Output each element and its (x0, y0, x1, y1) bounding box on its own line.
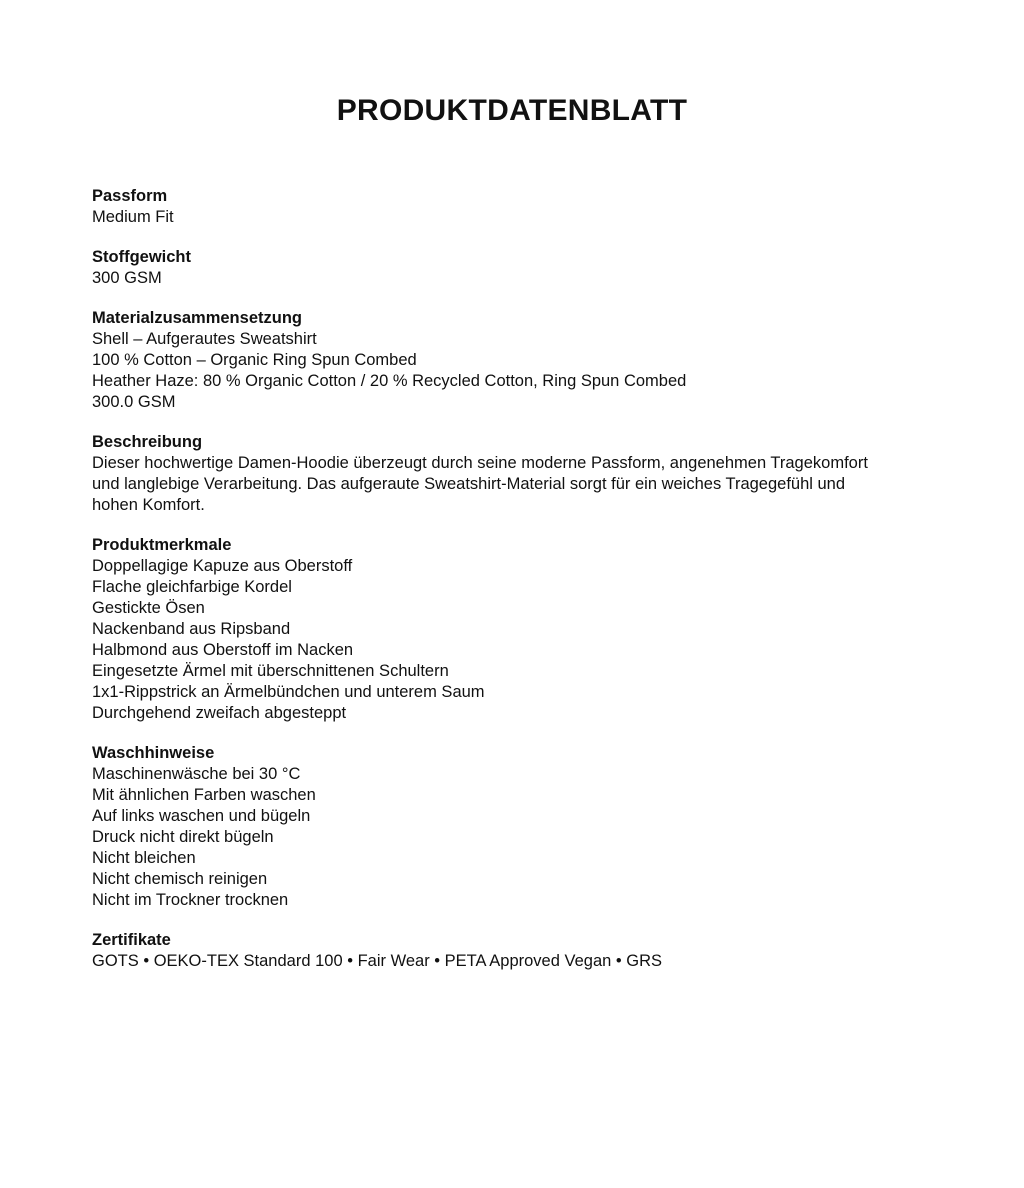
document-content (92, 186, 932, 991)
section-heading: Zertifikate (92, 931, 171, 949)
section-line: Druck nicht direkt bügeln (92, 828, 274, 846)
section-line: Halbmond aus Oberstoff im Nacken (92, 641, 354, 659)
section-line: Nicht im Trockner trocknen (92, 891, 289, 909)
section-zertifikate (92, 930, 932, 972)
section-line: Auf links waschen und bügeln (92, 807, 311, 825)
section-line: Maschinenwäsche bei 30 °C (92, 765, 301, 783)
section-line: 300 GSM (92, 269, 162, 287)
section-line: Nicht bleichen (92, 849, 196, 867)
section-line: Heather Haze: 80 % Organic Cotton / 20 % Recycled Cotton, Ring Spun Combed (92, 372, 687, 390)
section-stoffgewicht (92, 247, 932, 289)
section-line: Shell – Aufgerautes Sweatshirt (92, 330, 317, 348)
section-heading: Stoffgewicht (92, 248, 191, 266)
section-line: Nicht chemisch reinigen (92, 870, 268, 888)
section-waschhinweise (92, 743, 932, 911)
section-heading: Waschhinweise (92, 744, 215, 762)
section-line: und langlebige Verarbeitung. Das aufgeraute Sweatshirt-Material sorgt für ein weiches Tragegefühl und (92, 475, 846, 493)
section-heading: Materialzusammensetzung (92, 309, 302, 327)
section-line: Flache gleichfarbige Kordel (92, 578, 292, 596)
document-title: PRODUKTDATENBLATT (336, 94, 688, 127)
section-line: Gestickte Ösen (92, 599, 205, 617)
section-line: hohen Komfort. (92, 496, 205, 514)
section-line: 1x1-Rippstrick an Ärmelbündchen und unterem Saum (92, 683, 485, 701)
section-heading: Produktmerkmale (92, 536, 232, 554)
section-line: Nackenband aus Ripsband (92, 620, 291, 638)
section-line: Doppellagige Kapuze aus Oberstoff (92, 557, 353, 575)
section-line: Dieser hochwertige Damen-Hoodie überzeugt durch seine moderne Passform, angenehmen Tragekomfort (92, 454, 868, 472)
section-line: 100 % Cotton – Organic Ring Spun Combed (92, 351, 417, 369)
section-heading: Passform (92, 187, 168, 205)
section-line: GOTS • OEKO-TEX Standard 100 • Fair Wear • PETA Approved Vegan • GRS (92, 952, 662, 970)
section-line: Medium Fit (92, 208, 174, 226)
section-line: 300.0 GSM (92, 393, 176, 411)
section-beschreibung (92, 432, 932, 516)
section-line: Eingesetzte Ärmel mit überschnittenen Schultern (92, 662, 449, 680)
section-produktmerkmale (92, 535, 932, 724)
section-heading: Beschreibung (92, 433, 203, 451)
section-line: Mit ähnlichen Farben waschen (92, 786, 316, 804)
section-passform (92, 186, 932, 228)
section-line: Durchgehend zweifach abgesteppt (92, 704, 347, 722)
section-materialzusammensetzung (92, 308, 932, 413)
